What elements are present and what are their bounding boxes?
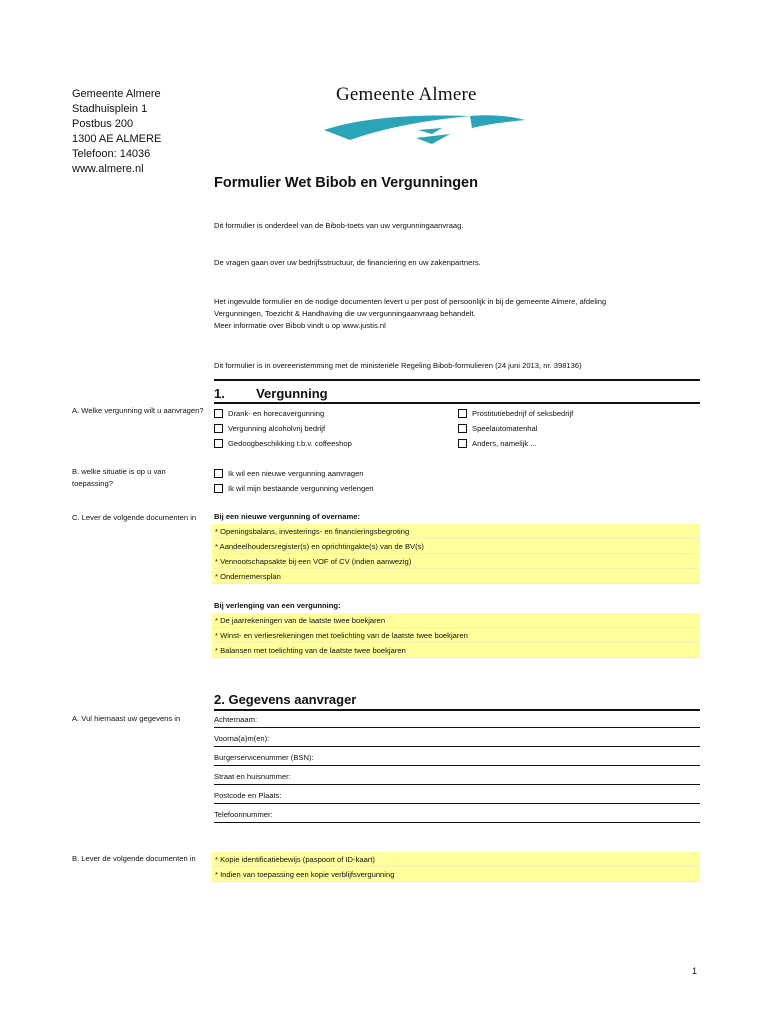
new-license-label: Bij een nieuwe vergunning of overname:	[214, 512, 360, 521]
address-line: 1300 AE ALMERE	[72, 133, 162, 145]
option-coffeeshop[interactable]: Gedoogbeschikking t.b.v. coffeeshop	[214, 436, 352, 451]
section-2-heading: 2. Gegevens aanvrager	[214, 692, 357, 707]
intro-paragraph: Dit formulier is onderdeel van de Bibob-toets van uw vergunningaanvraag.	[214, 221, 464, 230]
option-prostitutie[interactable]: Prostitutiebedrijf of seksbedrijf	[458, 406, 573, 421]
intro-paragraph: De vragen gaan over uw bedrijfsstructuur, de financiering en uw zakenpartners.	[214, 258, 481, 267]
section-divider	[214, 379, 700, 381]
address-line: Stadhuisplein 1	[72, 103, 148, 115]
question-b-label: B. welke situatie is op u van toepassing?	[72, 467, 166, 488]
question-b-label: B. Lever de volgende documenten in	[72, 854, 196, 863]
address-line: Gemeente Almere	[72, 88, 161, 100]
doc-item: * Winst- en verliesrekeningen met toelichting van de laatste twee boekjaren	[212, 628, 700, 643]
almere-logo-icon	[320, 112, 530, 148]
doc-item: * Aandeelhoudersregister(s) en oprichtingakte(s) van de BV(s)	[212, 539, 700, 554]
renew-license-label: Bij verlenging van een vergunning:	[214, 601, 341, 610]
section-number: 1.	[214, 386, 225, 401]
applicant-docs	[212, 852, 700, 882]
page-number: 1	[692, 966, 698, 976]
field-voornamen[interactable]: Voorna(a)m(en):	[214, 728, 700, 747]
checkbox[interactable]	[214, 424, 223, 433]
question-a-label: A. Welke vergunning wilt u aanvragen?	[72, 406, 204, 415]
field-straat[interactable]: Straat en huisnummer:	[214, 766, 700, 785]
option-alcoholvrij[interactable]: Vergunning alcoholvrij bedrijf	[214, 421, 352, 436]
checkbox[interactable]	[214, 439, 223, 448]
doc-item: * Indien van toepassing een kopie verblijfsvergunning	[212, 867, 700, 882]
field-postcode[interactable]: Postcode en Plaats:	[214, 785, 700, 804]
renew-license-docs	[212, 613, 700, 658]
field-telefoon[interactable]: Telefoonnummer:	[214, 804, 700, 823]
logo-text: Gemeente Almere	[336, 84, 477, 105]
checkbox[interactable]	[458, 424, 467, 433]
question-c-label: C. Lever de volgende documenten in	[72, 513, 197, 522]
new-license-docs	[212, 524, 700, 584]
field-bsn[interactable]: Burgerservicenummer (BSN):	[214, 747, 700, 766]
section-title: Vergunning	[256, 386, 328, 401]
page-title: Formulier Wet Bibob en Vergunningen	[214, 175, 478, 191]
license-options-left	[214, 406, 352, 451]
intro-line: Meer informatie over Bibob vindt u op www.justis.nl	[214, 321, 386, 330]
checkbox[interactable]	[214, 484, 223, 493]
field-achternaam[interactable]: Achternaam:	[214, 709, 700, 728]
intro-line: Het ingevulde formulier en de nodige documenten levert u per post of persoonlijk in bij de gemeente Almere, afdeling	[214, 297, 607, 306]
question-a-label: A. Vul hiernaast uw gegevens in	[72, 714, 181, 723]
intro-line: Vergunningen, Toezicht & Handhaving die uw vergunningaanvraag behandelt.	[214, 309, 476, 318]
option-horeca[interactable]: Drank- en horecavergunning	[214, 406, 352, 421]
license-options-right	[458, 406, 573, 451]
option-anders[interactable]: Anders, namelijk ...	[458, 436, 573, 451]
address-block	[72, 87, 161, 177]
doc-item: * Kopie identificatiebewijs (paspoort of ID-kaart)	[212, 852, 700, 867]
address-line: Postbus 200	[72, 118, 134, 130]
option-renew-license[interactable]: Ik wil mijn bestaande vergunning verlengen	[214, 481, 374, 496]
doc-item: * Ondernemersplan	[212, 569, 700, 584]
checkbox[interactable]	[458, 409, 467, 418]
option-new-license[interactable]: Ik wil een nieuwe vergunning aanvragen	[214, 466, 374, 481]
doc-item: * Openingsbalans, investerings- en financieringsbegroting	[212, 524, 700, 539]
option-speelautomaten[interactable]: Speelautomatenhal	[458, 421, 573, 436]
checkbox[interactable]	[214, 469, 223, 478]
address-line: Telefoon: 14036	[72, 148, 151, 160]
checkbox[interactable]	[214, 409, 223, 418]
doc-item: * De jaarrekeningen van de laatste twee boekjaren	[212, 613, 700, 628]
section-1-heading	[214, 386, 328, 401]
section-divider	[214, 402, 700, 404]
intro-paragraph	[214, 296, 694, 332]
checkbox[interactable]	[458, 439, 467, 448]
intro-paragraph: Dit formulier is in overeenstemming met de ministeriële Regeling Bibob-formulieren (24 juni 2013, nr. 398136)	[214, 361, 582, 370]
doc-item: * Balansen met toelichting van de laatste twee boekjaren	[212, 643, 700, 658]
address-line: www.almere.nl	[72, 163, 144, 175]
doc-item: * Vennootschapsakte bij een VOF of CV (indien aanwezig)	[212, 554, 700, 569]
situation-options	[214, 466, 374, 496]
